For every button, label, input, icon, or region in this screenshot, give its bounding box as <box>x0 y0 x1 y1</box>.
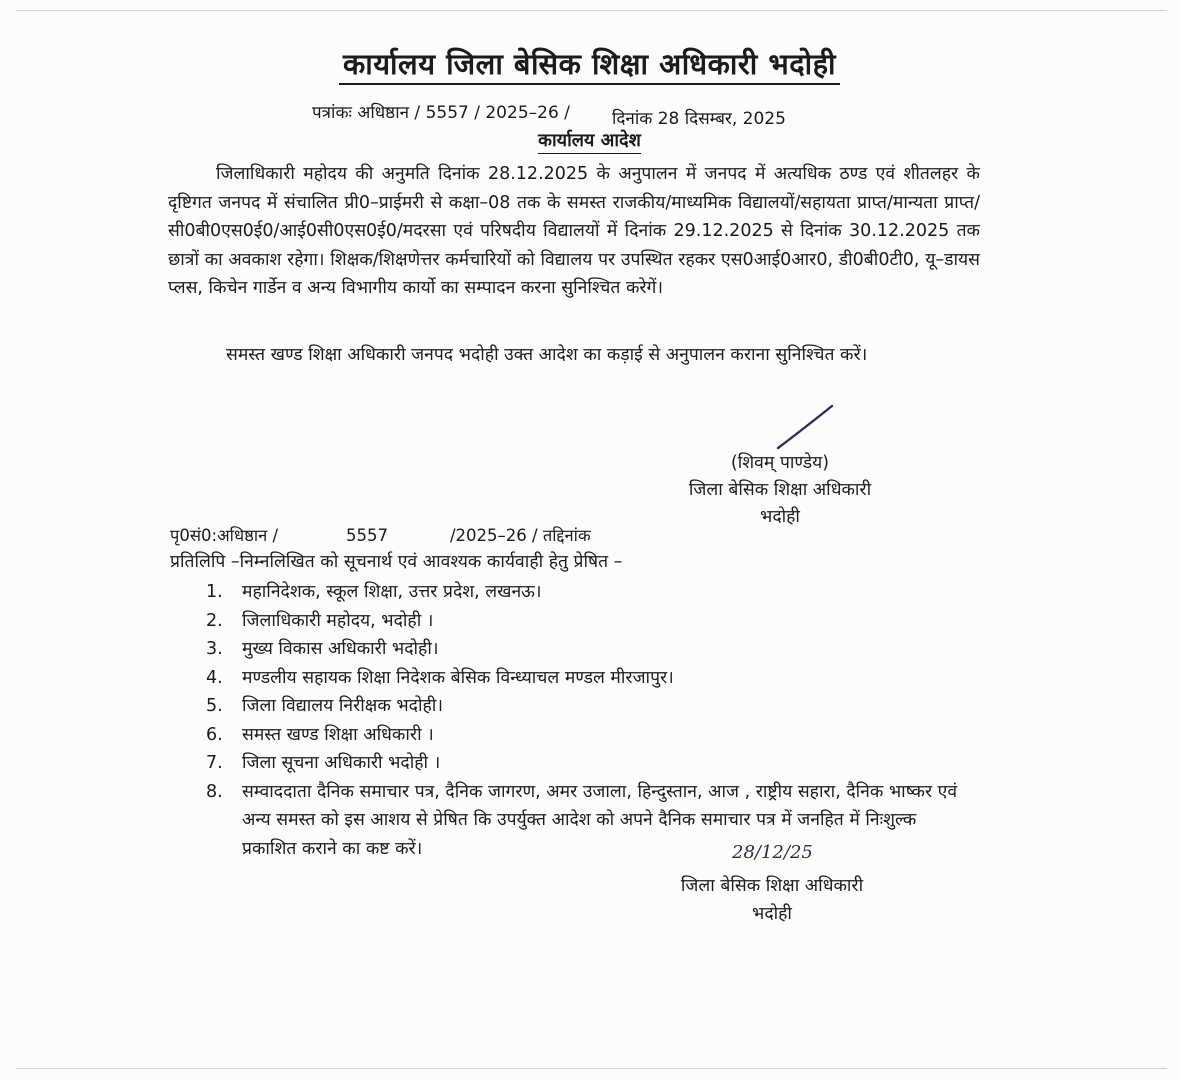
footer-designation: जिला बेसिक शिक्षा अधिकारी <box>680 876 864 896</box>
recipient-list <box>206 578 966 863</box>
signatory-place: भदोही <box>760 507 800 527</box>
list-item: 6. समस्त खण्ड शिक्षा अधिकारी । <box>206 724 434 745</box>
signatory-block <box>660 450 900 531</box>
copy-ref-number: 5557 <box>346 526 388 545</box>
top-border <box>16 10 1167 11</box>
signatory-designation: जिला बेसिक शिक्षा अधिकारी <box>688 480 872 500</box>
signatory-name: (शिवम् पाण्डेय) <box>730 453 830 473</box>
list-item: 4. मण्डलीय सहायक शिक्षा निदेशक बेसिक विन्ध्याचल मण्डल मीरजापुर। <box>206 667 674 688</box>
bottom-border <box>16 1068 1167 1069</box>
copy-reference <box>170 523 591 546</box>
order-heading <box>0 128 1179 152</box>
handwritten-date: 28/12/25 <box>732 842 813 863</box>
office-title <box>0 44 1179 83</box>
list-item: 7. जिला सूचना अधिकारी भदोही । <box>206 753 441 773</box>
list-item: 5. जिला विद्यालय निरीक्षक भदोही। <box>206 696 443 716</box>
signature-stroke <box>772 402 842 452</box>
order-paragraph-2: समस्त खण्ड शिक्षा अधिकारी जनपद भदोही उक्त आदेश का कड़ाई से अनुपालन कराना सुनिश्चित करें। <box>226 345 868 365</box>
order-heading-text: कार्यालय आदेश <box>538 130 641 154</box>
list-item: 8. सम्वाददाता दैनिक समाचार पत्र, दैनिक जागरण, अमर उजाला, हिन्दुस्तान, आज , राष्ट्रीय सहारा, दैनिक भाष्कर एवं अन्य समस्त को इस आशय से प्रेषित कि उपर्युक्त आदेश को अपने दैनिक समाचार पत्र में जनहित में निःशुल्क प्रकाशित कराने का कष्ट करें। <box>206 781 958 859</box>
list-item: 3. मुख्य विकास अधिकारी भदोही। <box>206 639 439 659</box>
list-item: 1. महानिदेशक, स्कूल शिक्षा, उत्तर प्रदेश, लखनऊ। <box>206 582 542 602</box>
office-title-text: कार्यालय जिला बेसिक शिक्षा अधिकारी भदोही <box>339 47 840 85</box>
letter-date: दिनांक 28 दिसम्बर, 2025 <box>612 109 786 129</box>
copy-ref-suffix: /2025–26 / तद्दिनांक <box>450 526 591 545</box>
list-item: 2. जिलाधिकारी महोदय, भदोही । <box>206 610 434 631</box>
letter-reference: पत्रांकः अधिष्ठान / 5557 / 2025–26 / <box>312 103 570 123</box>
footer-place: भदोही <box>752 904 792 924</box>
order-paragraph-1: जिलाधिकारी महोदय की अनुमति दिनांक 28.12.2025 के अनुपालन में जनपद में अत्यधिक ठण्ड एवं शीतलहर के दृष्टिगत जनपद में संचालित प्री0–प्राईमरी से कक्षा–08 तक के समस्त राजकीय/माध्यमिक विद्यालयों/सहायता प्राप्त/मान्यता प्राप्त/सी0बी0एस0ई0/आई0सी0एस0ई0/मदरसा एवं परिषदीय विद्यालयों में दिनांक 29.12.2025 से दिनांक 30.12.2025 तक छात्रों का अवकाश रहेगा। शिक्षक/शिक्षणेत्तर कर्मचारियों को विद्यालय पर उपस्थित रहकर एस0आई0आर0, डी0बी0टी0, यू–डायस प्लस, किचेन गार्डेन व अन्य विभागीय कार्यो का सम्पादन करना सुनिश्चित करेगें। <box>168 164 980 298</box>
footer-signatory-block <box>652 872 892 928</box>
copy-intro: प्रतिलिपि –निम्नलिखित को सूचनार्थ एवं आवश्यक कार्यवाही हेतु प्रेषित – <box>170 552 623 572</box>
copy-ref-prefix: पृ0सं0:अधिष्ठान / <box>170 526 279 545</box>
